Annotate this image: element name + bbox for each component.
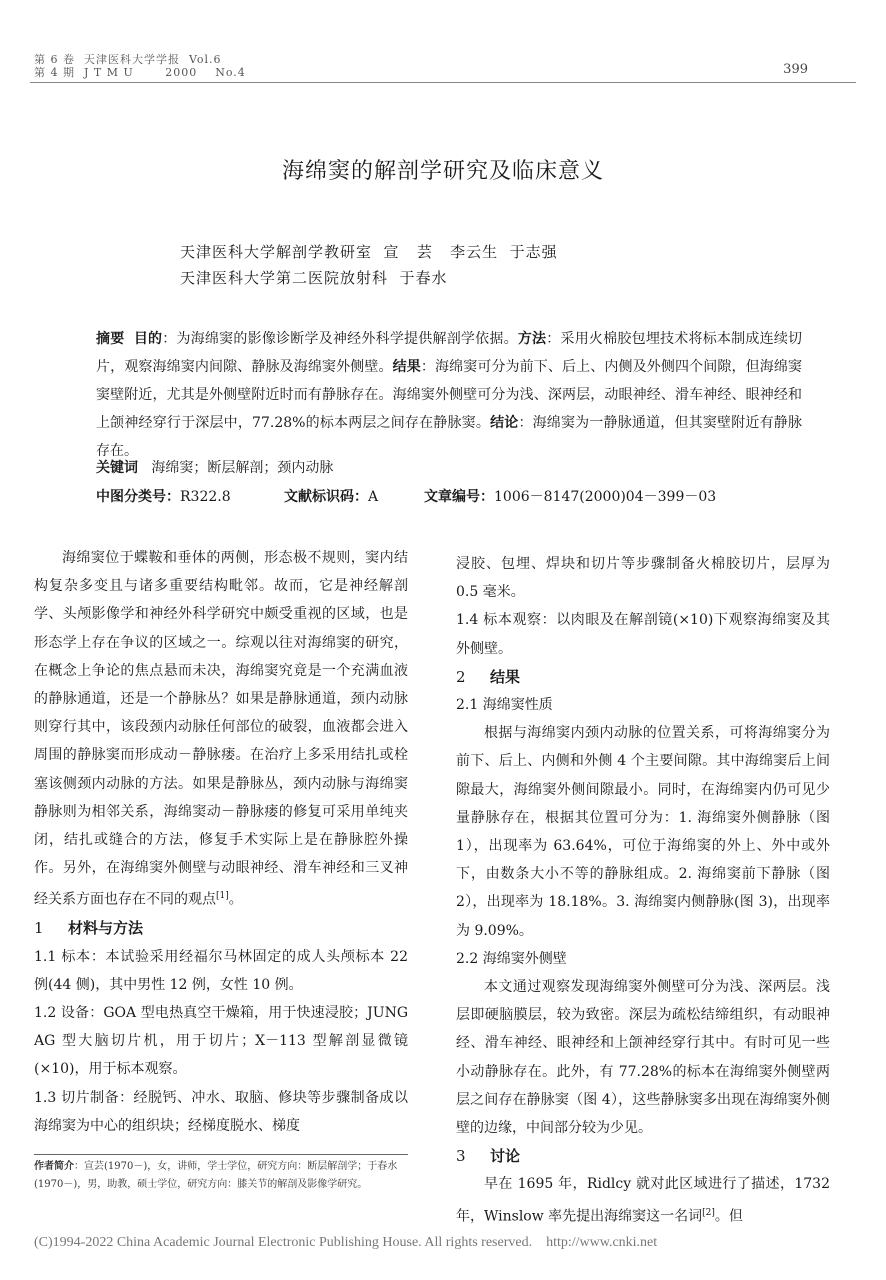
section-2-title: 结果 xyxy=(490,667,521,686)
conclusion-label: 结论 xyxy=(490,415,519,431)
affiliation-2: 天津医科大学第二医院放射科 于春水 xyxy=(180,269,448,287)
subsection-2-1-heading: 2.1 海绵窦性质 xyxy=(456,697,553,714)
clc-value: R322.8 xyxy=(180,489,231,505)
results-label: 结果 xyxy=(392,359,421,375)
affiliation-1: 天津医科大学解剖学教研室 宣 芸 李云生 于志强 xyxy=(180,243,558,261)
section-1-number: 1 xyxy=(34,919,44,938)
methods-text: ：采用火棉胶包埋技术将标本制成连续切片，观察海绵窦内间隙、静脉及海绵窦外侧壁。 xyxy=(96,331,803,375)
section-2-number: 2 xyxy=(456,667,466,686)
section-3-title: 讨论 xyxy=(490,1147,521,1166)
paragraph-1-3-cont: 浸胶、包埋、焊块和切片等步骤制备火棉胶切片，层厚为 0.5 毫米。 xyxy=(456,556,830,601)
header-rule xyxy=(30,82,856,83)
keywords xyxy=(96,457,333,477)
copyright-footer: (C)1994-2022 China Academic Journal Electronic Publishing House. All rights reserved. http://www.cnki.net xyxy=(34,1235,658,1250)
paragraph-1-4: 1.4 标本观察：以肉眼及在解剖镜(×10)下观察海绵窦及其外侧壁。 xyxy=(456,612,830,657)
conclusion-text: ：海绵窦为一静脉通道，但其窦壁附近有静脉存在。 xyxy=(96,415,802,459)
citation-ref-1: [1] xyxy=(216,891,229,902)
paragraph-2-2: 本文通过观察发现海绵窦外侧壁可分为浅、深两层。浅层即硬脑膜层，较为致密。深层为疏松结缔组织，有动眼神经、滑车神经、眼神经和上颌神经穿行其中。有时可见一些小动静脉存在。此外，有 77.28%的标本在海绵窦外侧壁两层之间存在静脉窦（图 4），这些静脉窦多出现在海绵窦外侧壁的边缘，中间部分较为少见。 xyxy=(456,979,830,1137)
keywords-text: 海绵窦；断层解剖；颈内动脉 xyxy=(151,460,334,476)
section-3-number: 3 xyxy=(456,1147,466,1166)
clc-label: 中图分类号： xyxy=(96,489,180,505)
section-1-heading xyxy=(34,914,408,942)
intro-paragraph xyxy=(34,544,408,914)
abstract xyxy=(96,325,802,465)
author-footnote xyxy=(34,1158,408,1194)
section-2-heading xyxy=(456,663,830,691)
doc-code-label: 文献标识码： xyxy=(284,489,368,505)
paragraph-1-3: 1.3 切片制备：经脱钙、冲水、取脑、修块等步骤制备成以海绵窦为中心的组织块；经梯度脱水、梯度 xyxy=(34,1089,408,1134)
section-1-title: 材料与方法 xyxy=(68,919,144,938)
objective-label: 目的 xyxy=(133,331,163,347)
results-text: ：海绵窦可分为前下、后上、内侧及外侧四个间隙，但海绵窦窦壁附近，尤其是外侧壁附近时而有静脉存在。海绵窦外侧壁可分为浅、深两层，动眼神经、滑车神经、眼神经和上颌神经穿行于深层中，77.28%的标本两层之间存在静脉窦。 xyxy=(96,359,803,431)
paragraph-1-1: 1.1 标本：本试验采用经福尔马林固定的成人头颅标本 22 例(44 侧)，其中男性 12 例，女性 10 例。 xyxy=(34,948,408,993)
classification-clc xyxy=(96,486,231,506)
article-number-label: 文章编号： xyxy=(424,489,494,505)
footnote-text: ：宣芸(1970－)，女，讲师，学士学位，研究方向：断层解剖学；于春水(1970－)，男，助教，硕士学位，研究方向：膝关节的解剖及影像学研究。 xyxy=(34,1161,398,1190)
intro-end: 。 xyxy=(228,892,243,909)
methods-label: 方法 xyxy=(517,331,547,347)
left-column xyxy=(34,544,408,1140)
paragraph-3 xyxy=(456,1170,830,1230)
journal-header-line2: 第 4 期 J T M U 2000 No.4 xyxy=(34,66,246,79)
paper-title: 海绵窦的解剖学研究及临床意义 xyxy=(281,159,604,184)
journal-header-line1: 第 6 卷 天津医科大学学报 Vol.6 xyxy=(34,53,222,66)
paragraph-3-text: 早在 1695 年，Ridlcy 就对此区域进行了描述，1732 年，Winslow 率先提出海绵窦这一名词 xyxy=(456,1176,830,1225)
classification-article xyxy=(424,486,716,506)
paragraph-2-1: 根据与海绵窦内颈内动脉的位置关系，可将海绵窦分为前下、后上、内侧和外侧 4 个主要间隙。其中海绵窦后上间隙最大，海绵窦外侧间隙最小。同时，在海绵窦内仍可见少量静脉存在，根据其位置可分为：1. 海绵窦外侧静脉（图 1），出现率为 63.64%，可位于海绵窦的外上、外中或外下，由数条大小不等的静脉组成。2. 海绵窦前下静脉（图 2），出现率为 18.18%。3. 海绵窦内侧静脉(图 3)，出现率为 9.09%。 xyxy=(456,725,830,939)
paragraph-3-end: 。但 xyxy=(714,1208,743,1225)
paragraph-1-2: 1.2 设备：GOA 型电热真空干燥箱，用于快速浸胶；JUNG AG 型大脑切片机，用于切片；X－113 型解剖显微镜(×10)，用于标本观察。 xyxy=(34,1004,408,1078)
footnote-rule xyxy=(34,1154,408,1155)
right-column xyxy=(456,550,830,1231)
objective-text: ：为海绵窦的影像诊断学及神经外科学提供解剖学依据。 xyxy=(162,331,518,347)
section-3-heading xyxy=(456,1142,830,1170)
subsection-2-2-heading: 2.2 海绵窦外侧壁 xyxy=(456,950,567,967)
footnote-label: 作者简介 xyxy=(34,1161,74,1172)
keywords-label: 关键词 xyxy=(96,460,138,476)
page-number: 399 xyxy=(783,62,808,77)
abstract-label: 摘要 xyxy=(96,331,125,347)
doc-code-value: A xyxy=(368,489,379,505)
citation-ref-2: [2] xyxy=(702,1207,715,1218)
intro-text: 海绵窦位于蝶鞍和垂体的两侧，形态极不规则，窦内结构复杂多变且与诸多重要结构毗邻。故而，它是神经解剖学、头颅影像学和神经外科学研究中颇受重视的区域，也是形态学上存在争议的区域之一。综观以往对海绵窦的研究，在概念上争论的焦点悬而未决，海绵窦究竟是一个充满血液的静脉通道，还是一个静脉丛？如果是静脉通道，颈内动脉则穿行其中，该段颈内动脉任何部位的破裂，血液都会进入周围的静脉窦而形成动－静脉瘘。在治疗上多采用结扎或栓塞该侧颈内动脉的方法。如果是静脉丛，颈内动脉与海绵窦静脉则为相邻关系，海绵窦动－静脉瘘的修复可采用单纯夹闭，结扎或缝合的方法，修复手术实际上是在静脉腔外操作。另外，在海绵窦外侧壁与动眼神经、滑车神经和三叉神经关系方面也存在不同的观点 xyxy=(34,550,408,909)
article-number-value: 1006－8147(2000)04－399－03 xyxy=(494,489,717,505)
classification-doc xyxy=(284,486,378,506)
